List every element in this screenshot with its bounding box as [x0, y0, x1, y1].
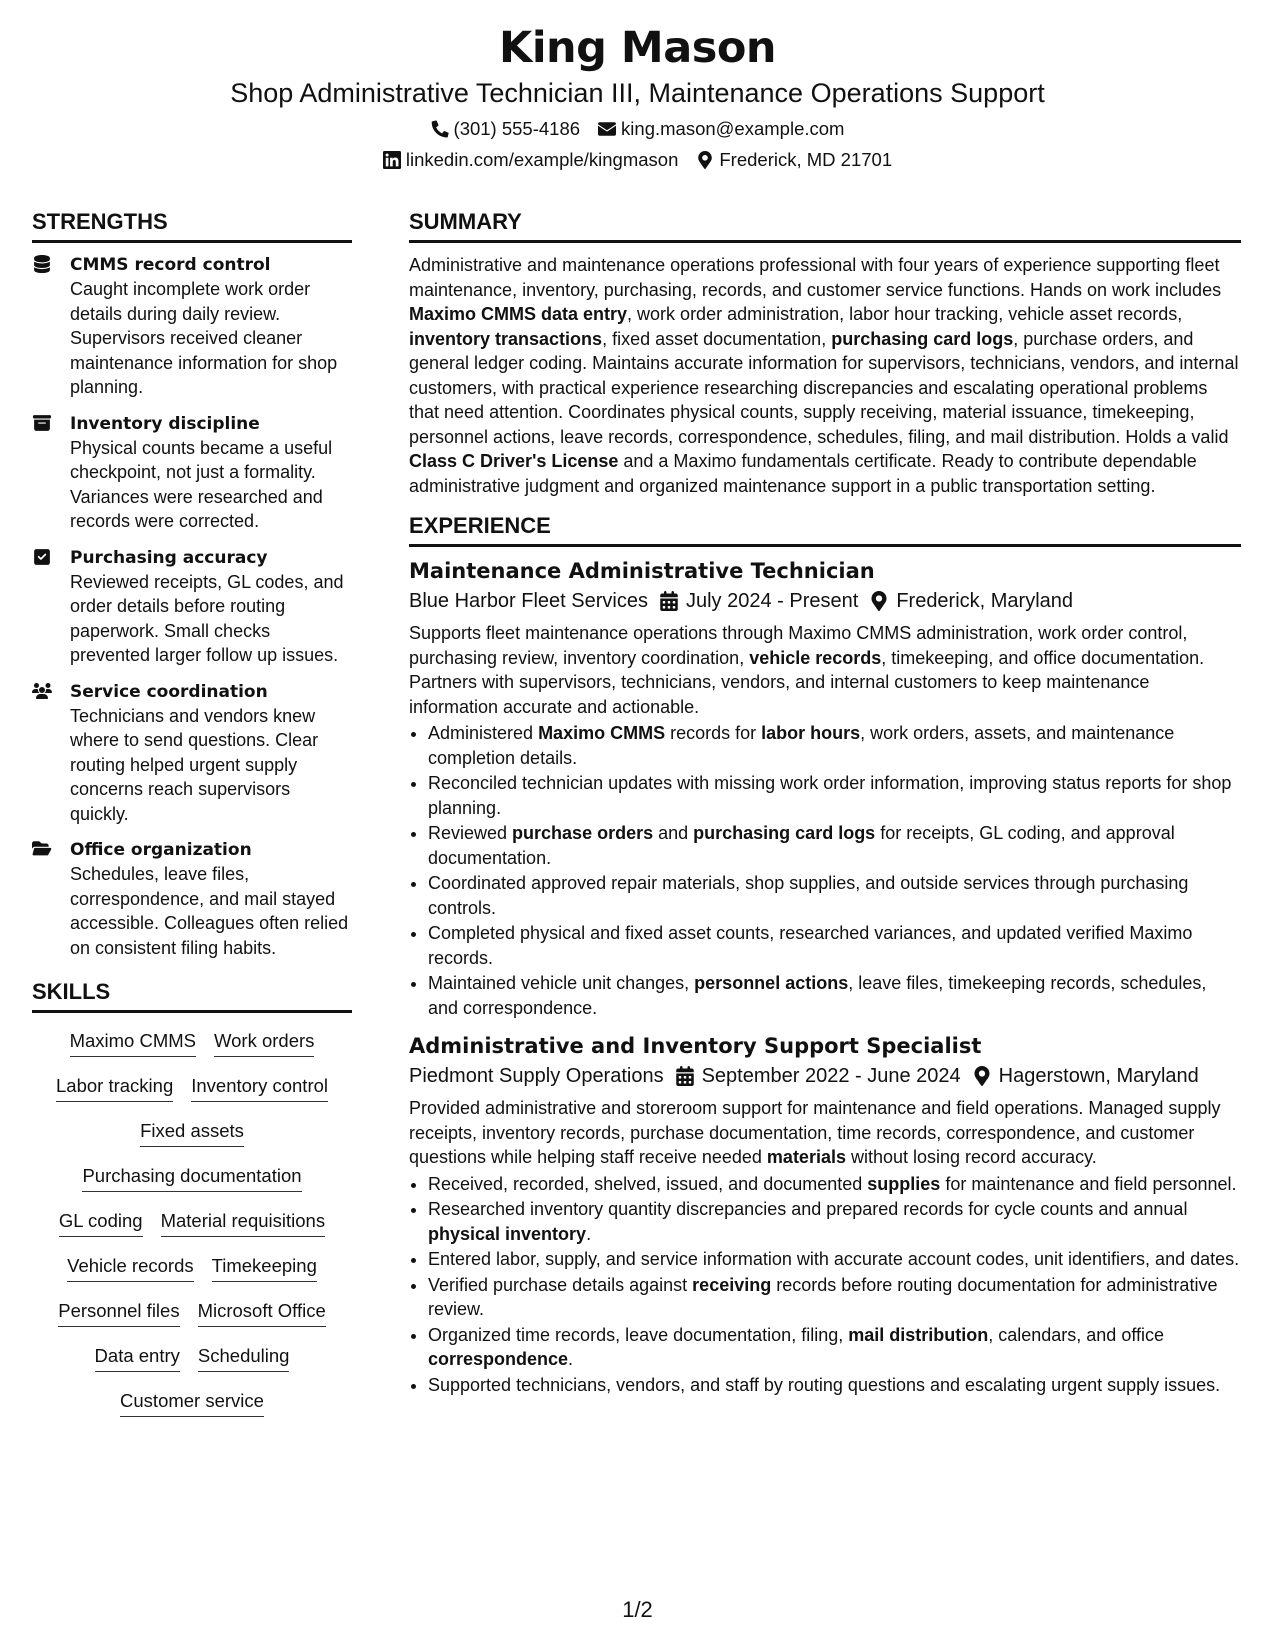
bullet-item: • Completed physical and fixed asset counts, researched variances, and updated verified Maximo records. [428, 921, 1241, 970]
contact-row-2 [0, 148, 1275, 172]
skill-row [32, 1254, 352, 1282]
skill-tag: Purchasing documentation [82, 1164, 301, 1192]
bullet-item: • Supported technicians, vendors, and staff by routing questions and escalating urgent supply issues. [428, 1373, 1241, 1398]
phone-number: (301) 555-4186 [453, 118, 581, 139]
skill-tag: Work orders [214, 1029, 314, 1057]
folder-open-icon [32, 838, 56, 960]
email-address: king.mason@example.com [621, 118, 845, 139]
experience-heading: EXPERIENCE [409, 512, 1241, 547]
bullet-emphasis: personnel actions [694, 973, 849, 993]
location-text: Frederick, MD 21701 [719, 149, 893, 170]
strength-item [32, 680, 352, 827]
summary-emphasis: Maximo CMMS data entry [409, 304, 628, 324]
skill-tag: Timekeeping [212, 1254, 317, 1282]
bullet-emphasis: correspondence [428, 1349, 569, 1369]
job-location: Frederick, Maryland [870, 587, 1073, 615]
summary-text: Administrative and maintenance operations professional with four years of experience supporting fleet maintenance, inventory, purchasing, records, and customer service functions. Hands on work includes Maximo CMMS data entry, work order administration, labor hour tracking, vehicle asset records, inventory transactions, fixed asset documentation, purchasing card logs, purchase orders, and general ledger coding. Maintains accurate information for supervisors, technicians, vendors, and internal customers, with practical experience researching discrepancies and escalating operational problems that need attention. Coordinates physical counts, supply receiving, material issuance, timekeeping, personnel actions, leave records, correspondence, schedules, filing, and mail distribution. Holds a valid Class C Driver's License and a Maximo fundamentals certificate. Ready to contribute dependable administrative judgment and organized maintenance support in a public transportation setting. [409, 255, 1239, 496]
job-meta [409, 587, 1241, 615]
skill-row [32, 1299, 352, 1327]
strength-item [32, 838, 352, 960]
bullet-item: • Received, recorded, shelved, issued, and documented supplies for maintenance and field personnel. [428, 1172, 1241, 1197]
strength-description: Physical counts became a useful checkpoint, not just a formality. Variances were researched and records were corrected. [70, 437, 333, 531]
location-contact [696, 148, 892, 172]
bullet-emphasis: purchasing card logs [693, 823, 876, 843]
summary-heading: SUMMARY [409, 208, 1241, 243]
skill-row [32, 1209, 352, 1237]
phone-contact[interactable] [431, 117, 581, 141]
bullet-item: • Administered Maximo CMMS records for labor hours, work orders, assets, and maintenance completion details. [428, 721, 1241, 770]
bullet-item: • Reviewed purchase orders and purchasing card logs for receipts, GL coding, and approval documentation. [428, 821, 1241, 870]
skill-tag: Vehicle records [67, 1254, 193, 1282]
contact-row-1 [0, 117, 1275, 141]
skill-tag: Data entry [95, 1344, 180, 1372]
calendar-icon [676, 1066, 694, 1086]
strength-item [32, 412, 352, 534]
bullet-emphasis: mail distribution [848, 1324, 989, 1345]
skill-row [32, 1074, 352, 1102]
bullet-item: • Researched inventory quantity discrepancies and prepared records for cycle counts and annual physical inventory. [428, 1197, 1241, 1246]
job-description: Provided administrative and storeroom support for maintenance and field operations. Managed supply receipts, inventory records, purchase documentation, time records, correspondence, and customer questions while helping staff receive needed materials without losing record accuracy. [409, 1098, 1221, 1167]
skill-tag: Material requisitions [161, 1209, 326, 1237]
strength-description: Caught incomplete work order details during daily review. Supervisors received cleaner maintenance information for shop planning. [70, 279, 338, 397]
bullet-emphasis: receiving [692, 1274, 772, 1295]
experience-list [409, 557, 1241, 1397]
bullet-item: • Reconciled technician updates with missing work order information, improving status reports for shop planning. [428, 771, 1241, 820]
bullet-item: • Coordinated approved repair materials, shop supplies, and outside services through purchasing controls. [428, 871, 1241, 920]
map-pin-icon [870, 591, 888, 611]
bullet-emphasis: labor hours [761, 723, 861, 743]
candidate-title: Shop Administrative Technician III, Maintenance Operations Support [230, 78, 1045, 108]
bullet-item: • Verified purchase details against receiving records before routing documentation for administrative review. [428, 1273, 1241, 1322]
skill-tag: GL coding [59, 1209, 143, 1237]
skill-tag: Maximo CMMS [70, 1029, 196, 1057]
summary-emphasis: Class C Driver's License [409, 451, 619, 471]
company-name: Blue Harbor Fleet Services [409, 590, 648, 612]
strength-title: Inventory discipline [70, 413, 260, 434]
linkedin-url: linkedin.com/example/kingmason [405, 149, 679, 170]
bullet-emphasis: Maximo CMMS [538, 723, 666, 743]
skill-tag: Inventory control [191, 1074, 328, 1102]
strengths-list [32, 253, 352, 960]
calendar-icon [660, 591, 678, 611]
map-pin-icon [973, 1066, 991, 1086]
candidate-name: King Mason [499, 23, 776, 73]
database-icon [32, 253, 56, 400]
job-dates: September 2022 - June 2024 [676, 1062, 961, 1090]
skill-row [32, 1389, 352, 1417]
bullet-emphasis: physical inventory [428, 1223, 587, 1244]
email-contact[interactable] [598, 117, 844, 141]
phone-icon [431, 120, 449, 138]
job-bullets [409, 1172, 1241, 1398]
job-location: Hagerstown, Maryland [973, 1062, 1199, 1090]
job-meta [409, 1062, 1241, 1090]
linkedin-contact[interactable] [383, 148, 679, 172]
bullet-item: • Entered labor, supply, and service information with accurate account codes, unit identifiers, and dates. [428, 1247, 1241, 1272]
company-name: Piedmont Supply Operations [409, 1065, 664, 1087]
job-bullets [409, 721, 1241, 1020]
strength-description: Reviewed receipts, GL codes, and order details before routing paperwork. Small checks prevented larger follow up issues. [70, 571, 344, 665]
strength-title: Office organization [70, 840, 252, 860]
checkbox-icon [32, 546, 56, 668]
bullet-item: • Organized time records, leave documentation, filing, mail distribution, calendars, and office correspondence. [428, 1323, 1241, 1372]
strength-title: Purchasing accuracy [70, 547, 268, 568]
strength-item [32, 253, 352, 400]
skill-tag: Scheduling [198, 1344, 290, 1372]
skill-tag: Fixed assets [140, 1119, 244, 1147]
skill-tag: Customer service [120, 1389, 264, 1417]
linkedin-icon [383, 151, 401, 169]
skill-row [32, 1164, 352, 1192]
job-title: Maintenance Administrative Technician [409, 559, 875, 583]
job-description: Supports fleet maintenance operations through Maximo CMMS administration, work order control, purchasing review, inventory coordination, vehicle records, timekeeping, and office documentation. Partners with supervisors, technicians, vendors, and internal customers to keep maintenance information accurate and actionable. [409, 623, 1205, 717]
job-description-emphasis: materials [766, 1147, 846, 1167]
job-description-emphasis: vehicle records [749, 647, 882, 668]
bullet-item: • Maintained vehicle unit changes, personnel actions, leave files, timekeeping records, schedules, and correspondence. [428, 971, 1241, 1020]
job-dates: July 2024 - Present [660, 587, 858, 615]
job-title: Administrative and Inventory Support Specialist [409, 1034, 982, 1058]
skill-tag: Personnel files [58, 1299, 179, 1327]
skill-tag: Labor tracking [56, 1074, 173, 1102]
archive-box-icon [32, 412, 56, 534]
skill-row [32, 1344, 352, 1372]
strength-title: Service coordination [70, 681, 268, 702]
right-column [409, 208, 1241, 1405]
skills-list [32, 1023, 352, 1417]
experience-entry [409, 557, 1241, 1020]
resume-header [0, 22, 1275, 172]
bullet-emphasis: supplies [867, 1173, 941, 1194]
summary-emphasis: purchasing card logs [831, 328, 1014, 349]
skills-heading: SKILLS [32, 978, 352, 1013]
strength-description: Technicians and vendors knew where to send questions. Clear routing helped urgent supply concerns reach supervisors quickly. [70, 705, 319, 824]
skill-row [32, 1029, 352, 1057]
skill-tag: Microsoft Office [198, 1299, 326, 1327]
left-column [32, 208, 352, 1434]
skill-row [32, 1119, 352, 1147]
strength-description: Schedules, leave files, correspondence, and mail stayed accessible. Colleagues often relied on consistent filing habits. [70, 864, 349, 958]
envelope-icon [598, 120, 616, 138]
strengths-heading: STRENGTHS [32, 208, 352, 243]
users-icon [32, 680, 56, 827]
bullet-emphasis: purchase orders [512, 823, 654, 843]
strength-title: CMMS record control [70, 255, 271, 275]
page-number: 1/2 [622, 1597, 653, 1622]
map-pin-icon [696, 151, 714, 169]
strength-item [32, 546, 352, 668]
summary-emphasis: inventory transactions [409, 328, 603, 349]
experience-entry [409, 1032, 1241, 1397]
